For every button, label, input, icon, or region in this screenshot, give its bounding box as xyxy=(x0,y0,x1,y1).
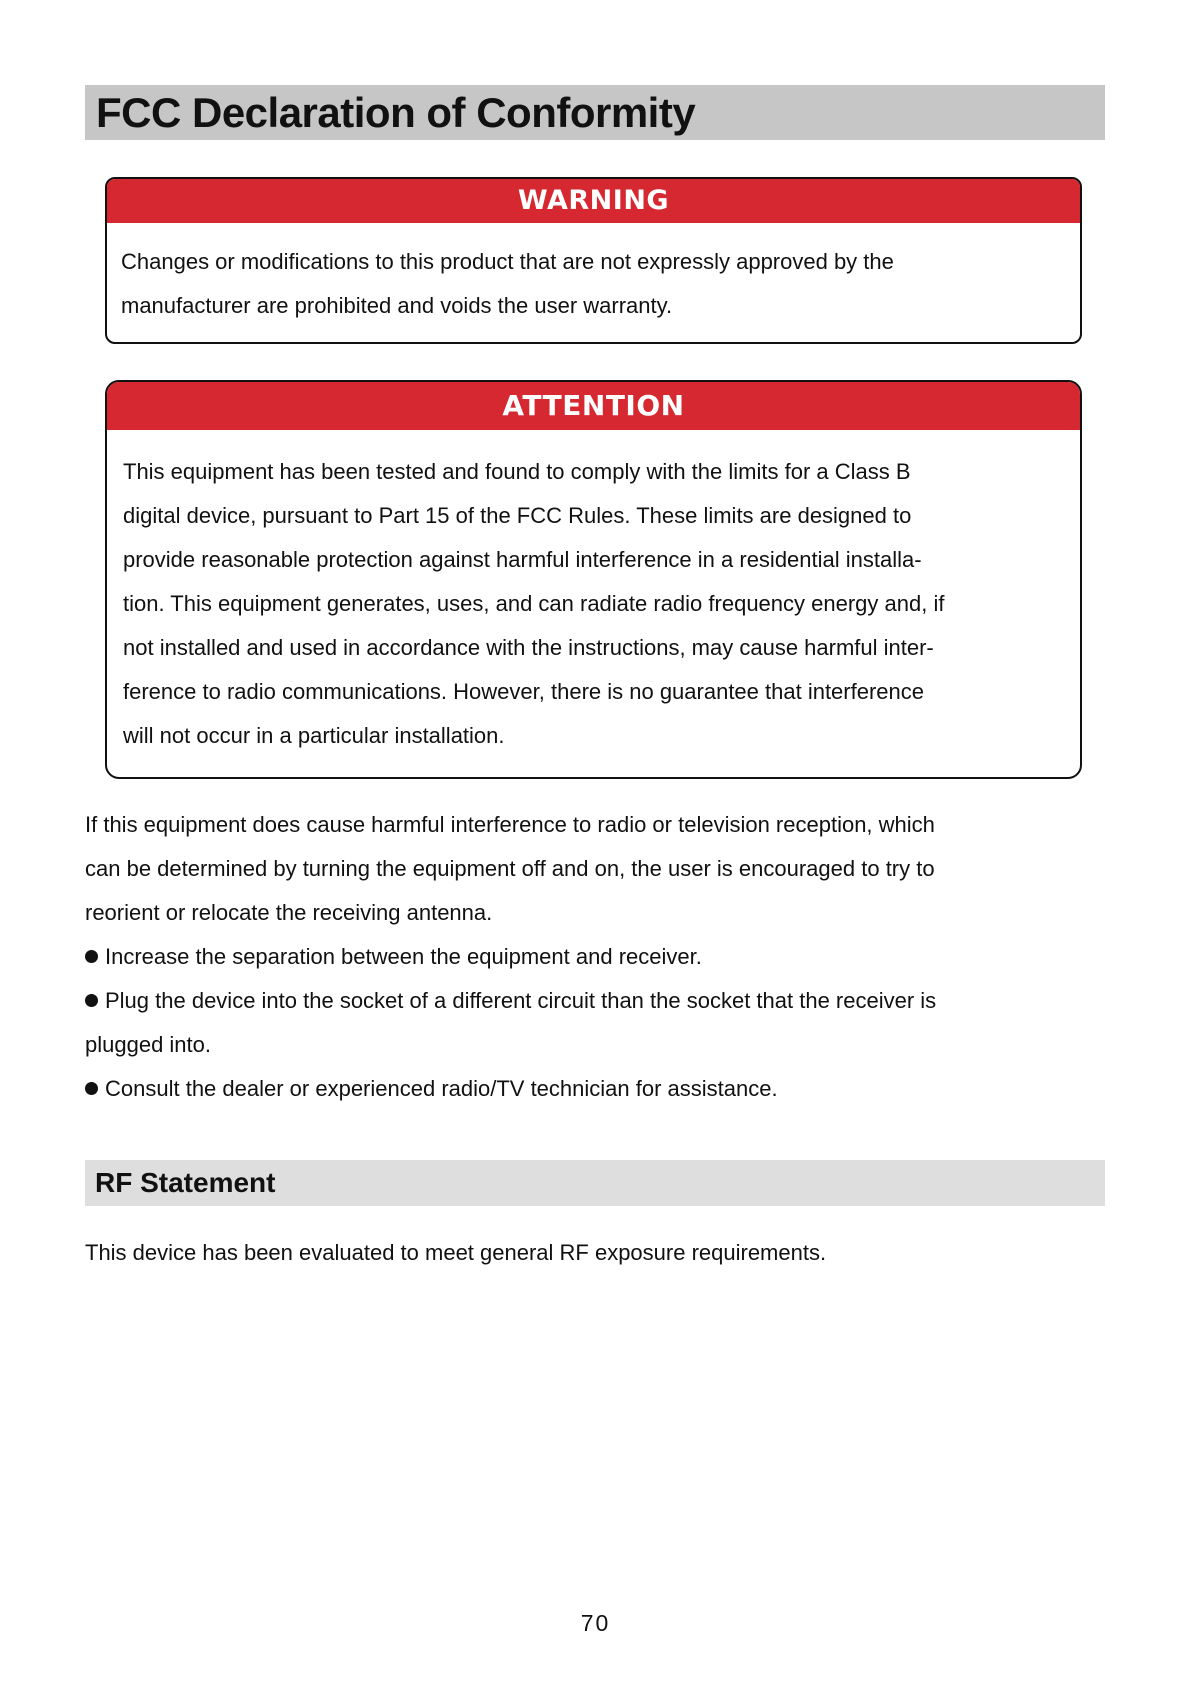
rf-statement-text: This device has been evaluated to meet general RF exposure requirements. xyxy=(85,1240,827,1265)
warning-body xyxy=(107,223,1080,328)
attention-line: not installed and used in accordance with the instructions, may cause harmful inter- xyxy=(123,635,934,660)
attention-line: This equipment has been tested and found to comply with the limits for a Class B xyxy=(123,459,911,484)
bullet-item xyxy=(85,979,1095,1023)
interference-guidance xyxy=(85,803,1095,1111)
bullet-icon xyxy=(85,994,98,1007)
attention-box xyxy=(105,380,1082,779)
attention-body xyxy=(107,430,1080,758)
attention-line: digital device, pursuant to Part 15 of the FCC Rules. These limits are designed to xyxy=(123,503,912,528)
bullet-icon xyxy=(85,1082,98,1095)
bullet-text: Increase the separation between the equipment and receiver. xyxy=(105,944,702,969)
warning-box xyxy=(105,177,1082,344)
warning-line: manufacturer are prohibited and voids the user warranty. xyxy=(121,293,673,318)
attention-line: will not occur in a particular installation. xyxy=(123,723,505,748)
warning-line: Changes or modifications to this product that are not expressly approved by the xyxy=(121,249,894,274)
rf-statement-heading: RF Statement xyxy=(95,1167,276,1198)
bullet-text: Consult the dealer or experienced radio/TV technician for assistance. xyxy=(105,1076,778,1101)
attention-header: ATTENTION xyxy=(107,382,1080,430)
page-title: FCC Declaration of Conformity xyxy=(96,89,696,136)
attention-line: provide reasonable protection against harmful interference in a residential installa- xyxy=(123,547,922,572)
bullet-item xyxy=(85,1067,1095,1111)
bullet-text: Plug the device into the socket of a different circuit than the socket that the receiver is xyxy=(105,988,937,1013)
body-line: reorient or relocate the receiving antenna. xyxy=(85,900,493,925)
body-line: can be determined by turning the equipment off and on, the user is encouraged to try to xyxy=(85,856,935,881)
bullet-continuation: plugged into. xyxy=(85,1032,211,1057)
bullet-icon xyxy=(85,950,98,963)
attention-line: ference to radio communications. However, there is no guarantee that interference xyxy=(123,679,925,704)
warning-header: WARNING xyxy=(107,179,1080,223)
page-title-bar xyxy=(85,85,1105,140)
body-line: If this equipment does cause harmful interference to radio or television reception, which xyxy=(85,812,935,837)
rf-statement-header-bar xyxy=(85,1160,1105,1206)
attention-line: tion. This equipment generates, uses, and can radiate radio frequency energy and, if xyxy=(123,591,945,616)
bullet-item xyxy=(85,935,1095,979)
page-number: 70 xyxy=(580,1610,611,1636)
